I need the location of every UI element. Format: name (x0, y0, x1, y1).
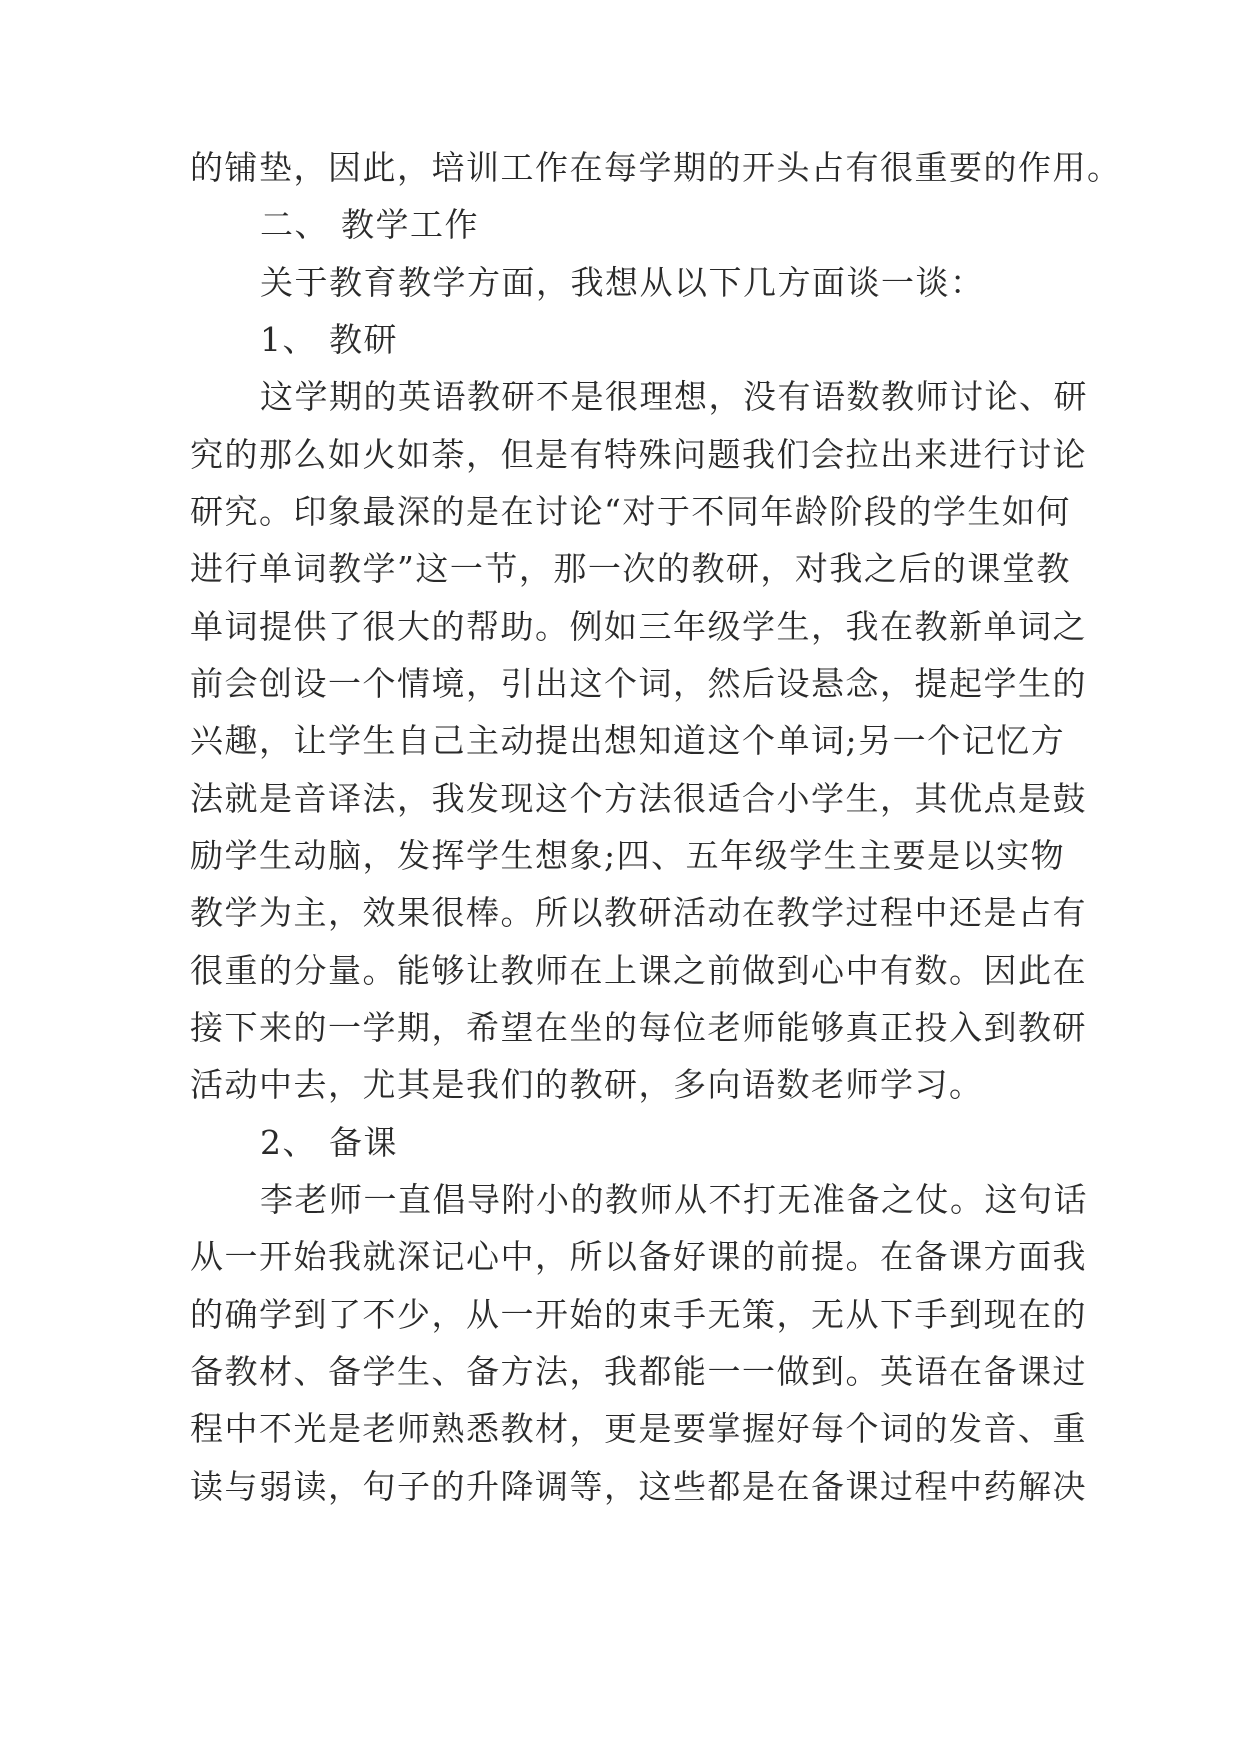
text-line: 备教材、备学生、备方法，我都能一一做到。英语在备课过 (190, 1352, 1087, 1391)
text-line: 单词提供了很大的帮助。例如三年级学生，我在教新单词之 (190, 607, 1087, 646)
section-heading: 二、 教学工作 (260, 205, 479, 244)
text-line: 程中不光是老师熟悉教材，更是要掌握好每个词的发音、重 (190, 1409, 1087, 1448)
text-line: 活动中去，尤其是我们的教研，多向语数老师学习。 (190, 1065, 984, 1104)
text-line: 从一开始我就深记心中，所以备好课的前提。在备课方面我 (190, 1237, 1087, 1276)
text-line: 法就是音译法，我发现这个方法很适合小学生，其优点是鼓 (190, 779, 1087, 818)
text-line: 究的那么如火如荼，但是有特殊问题我们会拉出来进行讨论 (190, 435, 1087, 474)
text-line: 的铺垫，因此，培训工作在每学期的开头占有很重要的作用。 (190, 148, 1122, 187)
text-line: 励学生动脑，发挥学生想象;四、五年级学生主要是以实物 (190, 836, 1066, 875)
text-line: 这学期的英语教研不是很理想，没有语数教师讨论、研 (260, 377, 1088, 416)
text-line: 很重的分量。能够让教师在上课之前做到心中有数。因此在 (190, 951, 1087, 990)
text-line: 读与弱读，句子的升降调等，这些都是在备课过程中药解决 (190, 1467, 1087, 1506)
subsection-heading: 2、 备课 (260, 1123, 398, 1162)
text-line: 李老师一直倡导附小的教师从不打无准备之仗。这句话 (260, 1180, 1088, 1219)
text-line: 研究。印象最深的是在讨论“对于不同年龄阶段的学生如何 (190, 492, 1071, 531)
text-line: 关于教育教学方面，我想从以下几方面谈一谈： (260, 263, 985, 302)
text-line: 接下来的一学期，希望在坐的每位老师能够真正投入到教研 (190, 1008, 1087, 1047)
text-line: 兴趣，让学生自己主动提出想知道这个单词;另一个记忆方 (190, 721, 1066, 760)
text-line: 前会创设一个情境，引出这个词，然后设悬念，提起学生的 (190, 664, 1087, 703)
text-line: 教学为主，效果很棒。所以教研活动在教学过程中还是占有 (190, 893, 1087, 932)
text-line: 进行单词教学”这一节，那一次的教研，对我之后的课堂教 (190, 549, 1071, 588)
subsection-heading: 1、 教研 (260, 320, 398, 359)
text-line: 的确学到了不少，从一开始的束手无策，无从下手到现在的 (190, 1295, 1087, 1334)
